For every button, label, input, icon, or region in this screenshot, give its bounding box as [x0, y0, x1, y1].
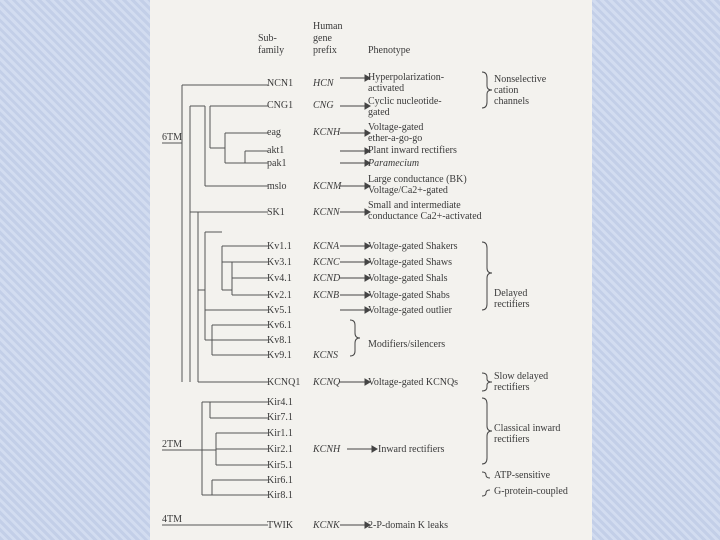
grouping-label: Delayed rectifiers	[494, 288, 530, 310]
grouping-label: Classical inward rectifiers	[494, 423, 561, 445]
gene-name: Kv4.1	[267, 273, 292, 284]
phenotype-label: 2-P-domain K leaks	[368, 520, 448, 531]
gene-prefix: CNG	[313, 100, 334, 111]
group-label-6tm: 6TM	[162, 132, 182, 143]
gene-prefix: KCNM	[313, 181, 342, 192]
group-label-2tm: 2TM	[162, 439, 182, 450]
phenotype-label: Voltage-gated Shaws	[368, 257, 452, 268]
gene-name: Kir8.1	[267, 490, 293, 501]
gene-prefix: KCNB	[313, 290, 340, 301]
gene-name: KCNQ1	[267, 377, 301, 388]
gene-name: Kv8.1	[267, 335, 292, 346]
gene-prefix: KCNH	[313, 444, 341, 455]
figure-sheet	[150, 0, 592, 540]
gene-name: pak1	[267, 158, 287, 169]
gene-name: akt1	[267, 145, 285, 156]
grouping-label: Slow delayed rectifiers	[494, 371, 549, 393]
gene-name: NCN1	[267, 78, 294, 89]
grouping-label: Nonselective cation channels	[494, 74, 547, 107]
gene-name: Kir2.1	[267, 444, 293, 455]
gene-prefix-header: Human gene prefix	[313, 21, 343, 56]
grouping-label: ATP-sensitive	[494, 470, 551, 481]
gene-prefix: KCNQ	[313, 377, 341, 388]
phenotype-label: Voltage-gated Shakers	[368, 241, 458, 252]
phenotype-label: Hyperpolarization- activated	[368, 72, 445, 94]
gene-name: Kir5.1	[267, 460, 293, 471]
right-background-panel	[592, 0, 720, 540]
subfamily-header: Sub- family	[258, 33, 285, 56]
grouping-label: G-protein-coupled	[494, 486, 568, 497]
gene-name: eag	[267, 127, 281, 138]
phenotype-label: Plant inward rectifiers	[368, 145, 457, 156]
phenotype-label: Inward rectifiers	[378, 444, 445, 455]
phenotype-label: Large conductance (BK) Voltage/Ca2+-gated	[368, 174, 467, 196]
gene-name: Kv6.1	[267, 320, 292, 331]
gene-name: Kv1.1	[267, 241, 292, 252]
phenotype-label: Voltage-gated KCNQs	[368, 377, 459, 388]
phenotype-label: Voltage-gated outlier	[368, 305, 452, 316]
gene-prefix: KCNK	[313, 520, 340, 531]
phenotype-label: Voltage-gated Shabs	[368, 290, 450, 301]
gene-name: Kv9.1	[267, 350, 292, 361]
left-background-panel	[0, 0, 150, 540]
gene-name: Kir1.1	[267, 428, 293, 439]
gene-name: Kir7.1	[267, 412, 293, 423]
phenotype-label: Cyclic nucleotide- gated	[368, 96, 442, 118]
gene-prefix: KCND	[313, 273, 341, 284]
gene-prefix: KCNC	[313, 257, 340, 268]
phenotype-header: Phenotype	[368, 45, 411, 56]
gene-name: Kir4.1	[267, 397, 293, 408]
gene-prefix: KCNN	[313, 207, 340, 218]
gene-prefix: KCNH	[313, 127, 341, 138]
group-label-4tm: 4TM	[162, 514, 182, 525]
gene-prefix: KCNS	[313, 350, 339, 361]
gene-name: TWIK	[267, 520, 294, 531]
phenotype-label: Paramecium	[368, 158, 420, 169]
gene-name: SK1	[267, 207, 285, 218]
gene-prefix: KCNA	[313, 241, 340, 252]
gene-name: CNG1	[267, 100, 294, 111]
gene-name: Kv2.1	[267, 290, 292, 301]
gene-name: Kv5.1	[267, 305, 292, 316]
phenotype-label: Voltage-gated ether-a-go-go	[368, 122, 424, 144]
phenotype-label: Voltage-gated Shals	[368, 273, 448, 284]
phenotype-label: Small and intermediate conductance Ca2+-activated	[368, 200, 482, 222]
phenotype-label: Modifiers/silencers	[368, 339, 446, 350]
gene-prefix: HCN	[313, 78, 334, 89]
gene-name: mslo	[267, 181, 287, 192]
gene-name: Kir6.1	[267, 475, 293, 486]
gene-name: Kv3.1	[267, 257, 292, 268]
